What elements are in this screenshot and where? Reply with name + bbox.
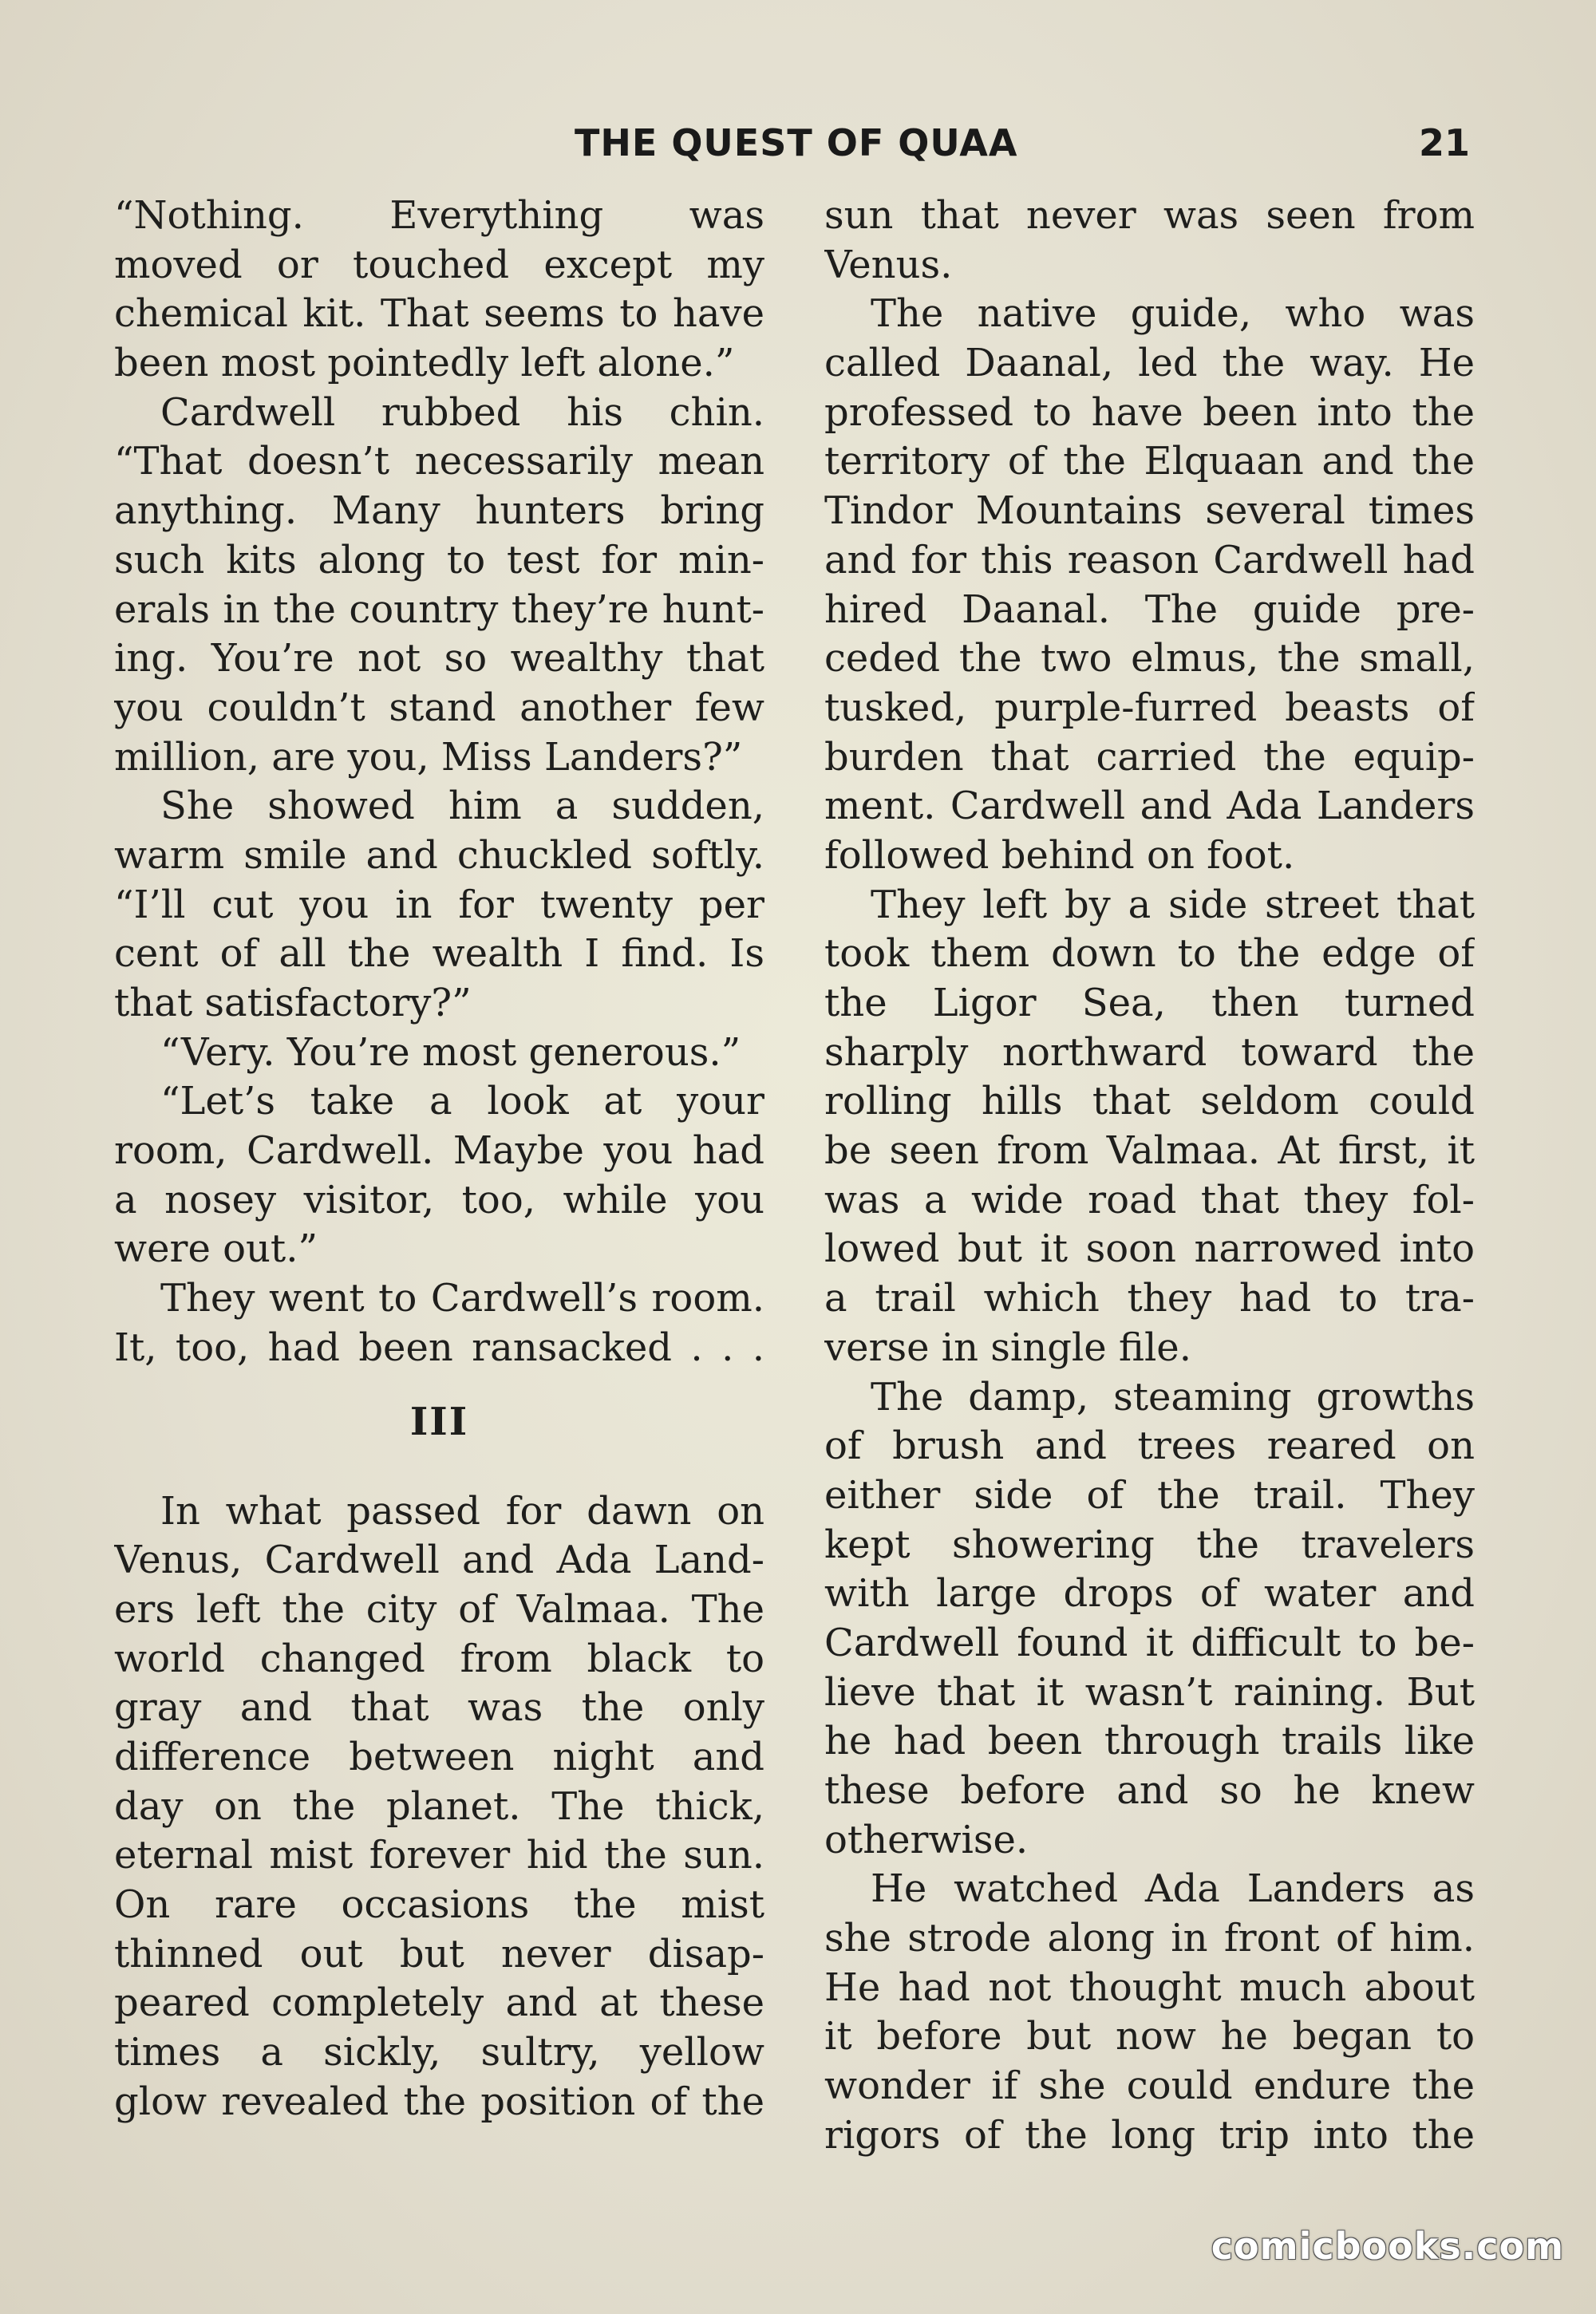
text-line: chemical kit. That seems to have [114,291,764,337]
text-line: ceded the two elmus, the small, [824,636,1475,681]
text-line: glow revealed the position of the [114,2079,764,2124]
page-header [0,121,1596,177]
text-line: tusked, purple-furred beasts of [824,685,1475,730]
right-column [824,192,1475,2161]
text-line: either side of the trail. They [824,1472,1475,1518]
text-line: In what passed for dawn on [160,1488,764,1534]
text-line: ers left the city of Valmaa. The [114,1586,764,1632]
text-line: took them down to the edge of [824,931,1475,977]
text-line: were out.” [114,1226,318,1272]
text-line: On rare occasions the mist [114,1882,764,1927]
text-line: “Very. You’re most generous.” [160,1029,741,1075]
text-line: difference between night and [114,1734,764,1779]
text-line: such kits along to test for min- [114,537,764,582]
text-line: “That doesn’t necessarily mean [114,439,764,484]
text-line: thinned out but never disap- [114,1931,764,1976]
text-line: warm smile and chuckled softly. [114,832,764,878]
left-column [114,192,764,2126]
text-line: lieve that it wasn’t raining. But [824,1669,1475,1715]
text-line: Venus. [824,242,953,287]
text-line: ment. Cardwell and Ada Landers [824,784,1475,829]
site-watermark: comicbooks.com [1211,2225,1564,2268]
text-line: he had been through trails like [824,1719,1475,1764]
chapter-heading: III [409,1399,469,1444]
text-line: room, Cardwell. Maybe you had [114,1128,764,1174]
text-line: eternal mist forever hid the sun. [114,1833,764,1878]
text-line: “I’ll cut you in for twenty per [114,882,764,927]
text-line: It, too, had been ransacked . . . [114,1325,764,1370]
text-line: Cardwell rubbed his chin. [160,389,764,435]
text-line: the Ligor Sea, then turned [824,981,1475,1025]
spacer [114,1471,764,1487]
text-line: He watched Ada Landers as [871,1866,1475,1912]
text-line: burden that carried the equip- [824,734,1475,780]
text-line: a trail which they had to tra- [824,1276,1475,1321]
text-line: verse in single file. [824,1325,1191,1370]
text-line: anything. Many hunters bring [114,488,764,534]
text-line: kept showering the travelers [824,1522,1475,1567]
text-line: and for this reason Cardwell had [824,537,1475,582]
text-line: million, are you, Miss Landers?” [114,734,743,780]
text-line: They left by a side street that [871,882,1475,927]
text-line: ing. You’re not so wealthy that [114,636,764,681]
running-title: THE QUEST OF QUAA [575,121,1018,164]
text-line: “Nothing. Everything was [114,193,764,238]
page-number: 21 [1419,121,1471,164]
text-line: was a wide road that they fol- [824,1177,1475,1222]
text-line: Venus, Cardwell and Ada Land- [114,1538,764,1583]
text-line: called Daanal, led the way. He [824,341,1475,386]
text-line: professed to have been into the [824,389,1475,435]
text-line: that satisfactory?” [114,981,472,1025]
text-line: They went to Cardwell’s room. [160,1276,764,1321]
text-line: a nosey visitor, too, while you [114,1177,764,1222]
text-line: erals in the country they’re hunt- [114,586,764,632]
text-line: she strode along in front of him. [824,1916,1475,1961]
text-line: of brush and trees reared on [824,1424,1475,1469]
text-line: been most pointedly left alone.” [114,341,735,386]
text-line: cent of all the wealth I find. Is [114,931,764,977]
text-line: with large drops of water and [824,1571,1475,1617]
text-line: gray and that was the only [114,1685,764,1731]
text-line: world changed from black to [114,1636,764,1681]
text-line: rigors of the long trip into the [824,2112,1475,2158]
text-line: The native guide, who was [871,291,1475,337]
text-line: otherwise. [824,1817,1029,1862]
text-line: be seen from Valmaa. At first, it [824,1128,1475,1174]
text-line: Tindor Mountains several times [824,488,1475,534]
text-line: moved or touched except my [114,242,764,287]
text-line: lowed but it soon narrowed into [824,1226,1475,1272]
text-line: He had not thought much about [824,1965,1475,2010]
text-line: The damp, steaming growths [871,1374,1475,1420]
text-line: day on the planet. The thick, [114,1783,764,1829]
text-line: Cardwell found it difficult to be- [824,1620,1475,1665]
text-line: sun that never was seen from [824,193,1475,238]
text-line: territory of the Elquaan and the [824,439,1475,484]
text-line: it before but now he began to [824,2014,1475,2059]
text-line: rolling hills that seldom could [824,1079,1475,1124]
text-line: peared completely and at these [114,1980,764,2026]
text-line: “Let’s take a look at your [160,1079,764,1124]
text-line: you couldn’t stand another few [114,685,764,730]
text-line: followed behind on foot. [824,832,1295,878]
text-line: these before and so he knew [824,1768,1475,1813]
text-line: wonder if she could endure the [824,2063,1475,2109]
text-line: times a sickly, sultry, yellow [114,2030,764,2075]
text-line: sharply northward toward the [824,1029,1475,1075]
text-line: She showed him a sudden, [160,784,764,829]
text-line: hired Daanal. The guide pre- [824,586,1475,632]
